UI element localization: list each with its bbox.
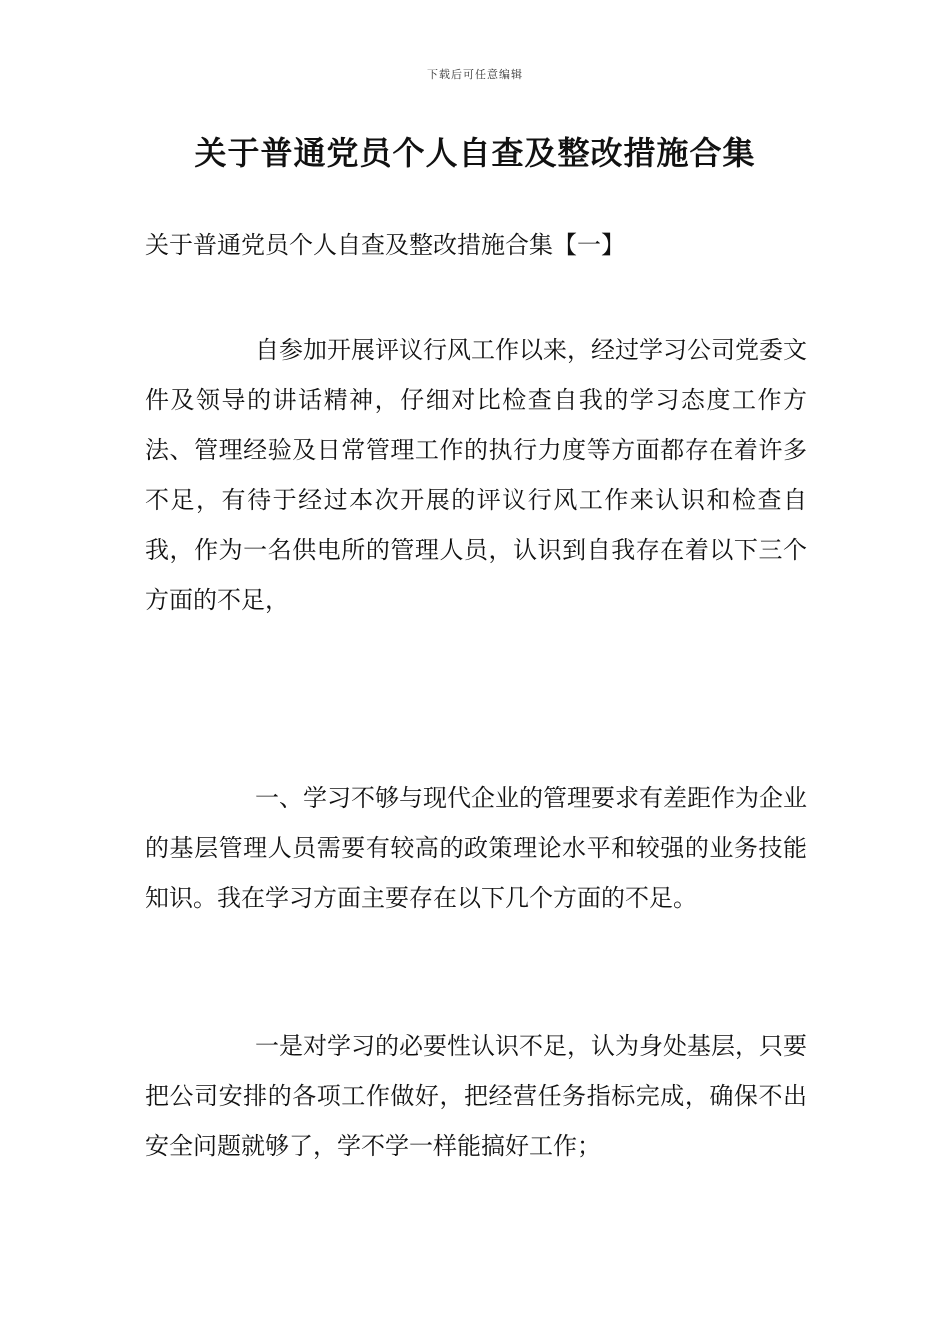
paragraph: 一、学习不够与现代企业的管理要求有差距作为企业的基层管理人员需要有较高的政策理论水平和较强的业务技能知识。我在学习方面主要存在以下几个方面的不足。	[145, 784, 807, 912]
header-note: 下载后可任意编辑	[427, 68, 523, 81]
paragraph: 一是对学习的必要性认识不足，认为身处基层，只要把公司安排的各项工作做好，把经营任务指标完成，确保不出安全问题就够了，学不学一样能搞好工作；	[145, 1032, 807, 1160]
section-title: 关于普通党员个人自查及整改措施合集【一】	[145, 231, 625, 259]
paragraph: 自参加开展评议行风工作以来，经过学习公司党委文件及领导的讲话精神，仔细对比检查自我的学习态度工作方法、管理经验及日常管理工作的执行力度等方面都存在着许多不足，有待于经过本次开展的评议行风工作来认识和检查自我，作为一名供电所的管理人员，认识到自我存在着以下三个方面的不足，	[145, 336, 807, 614]
document-title: 关于普通党员个人自查及整改措施合集	[194, 134, 756, 172]
